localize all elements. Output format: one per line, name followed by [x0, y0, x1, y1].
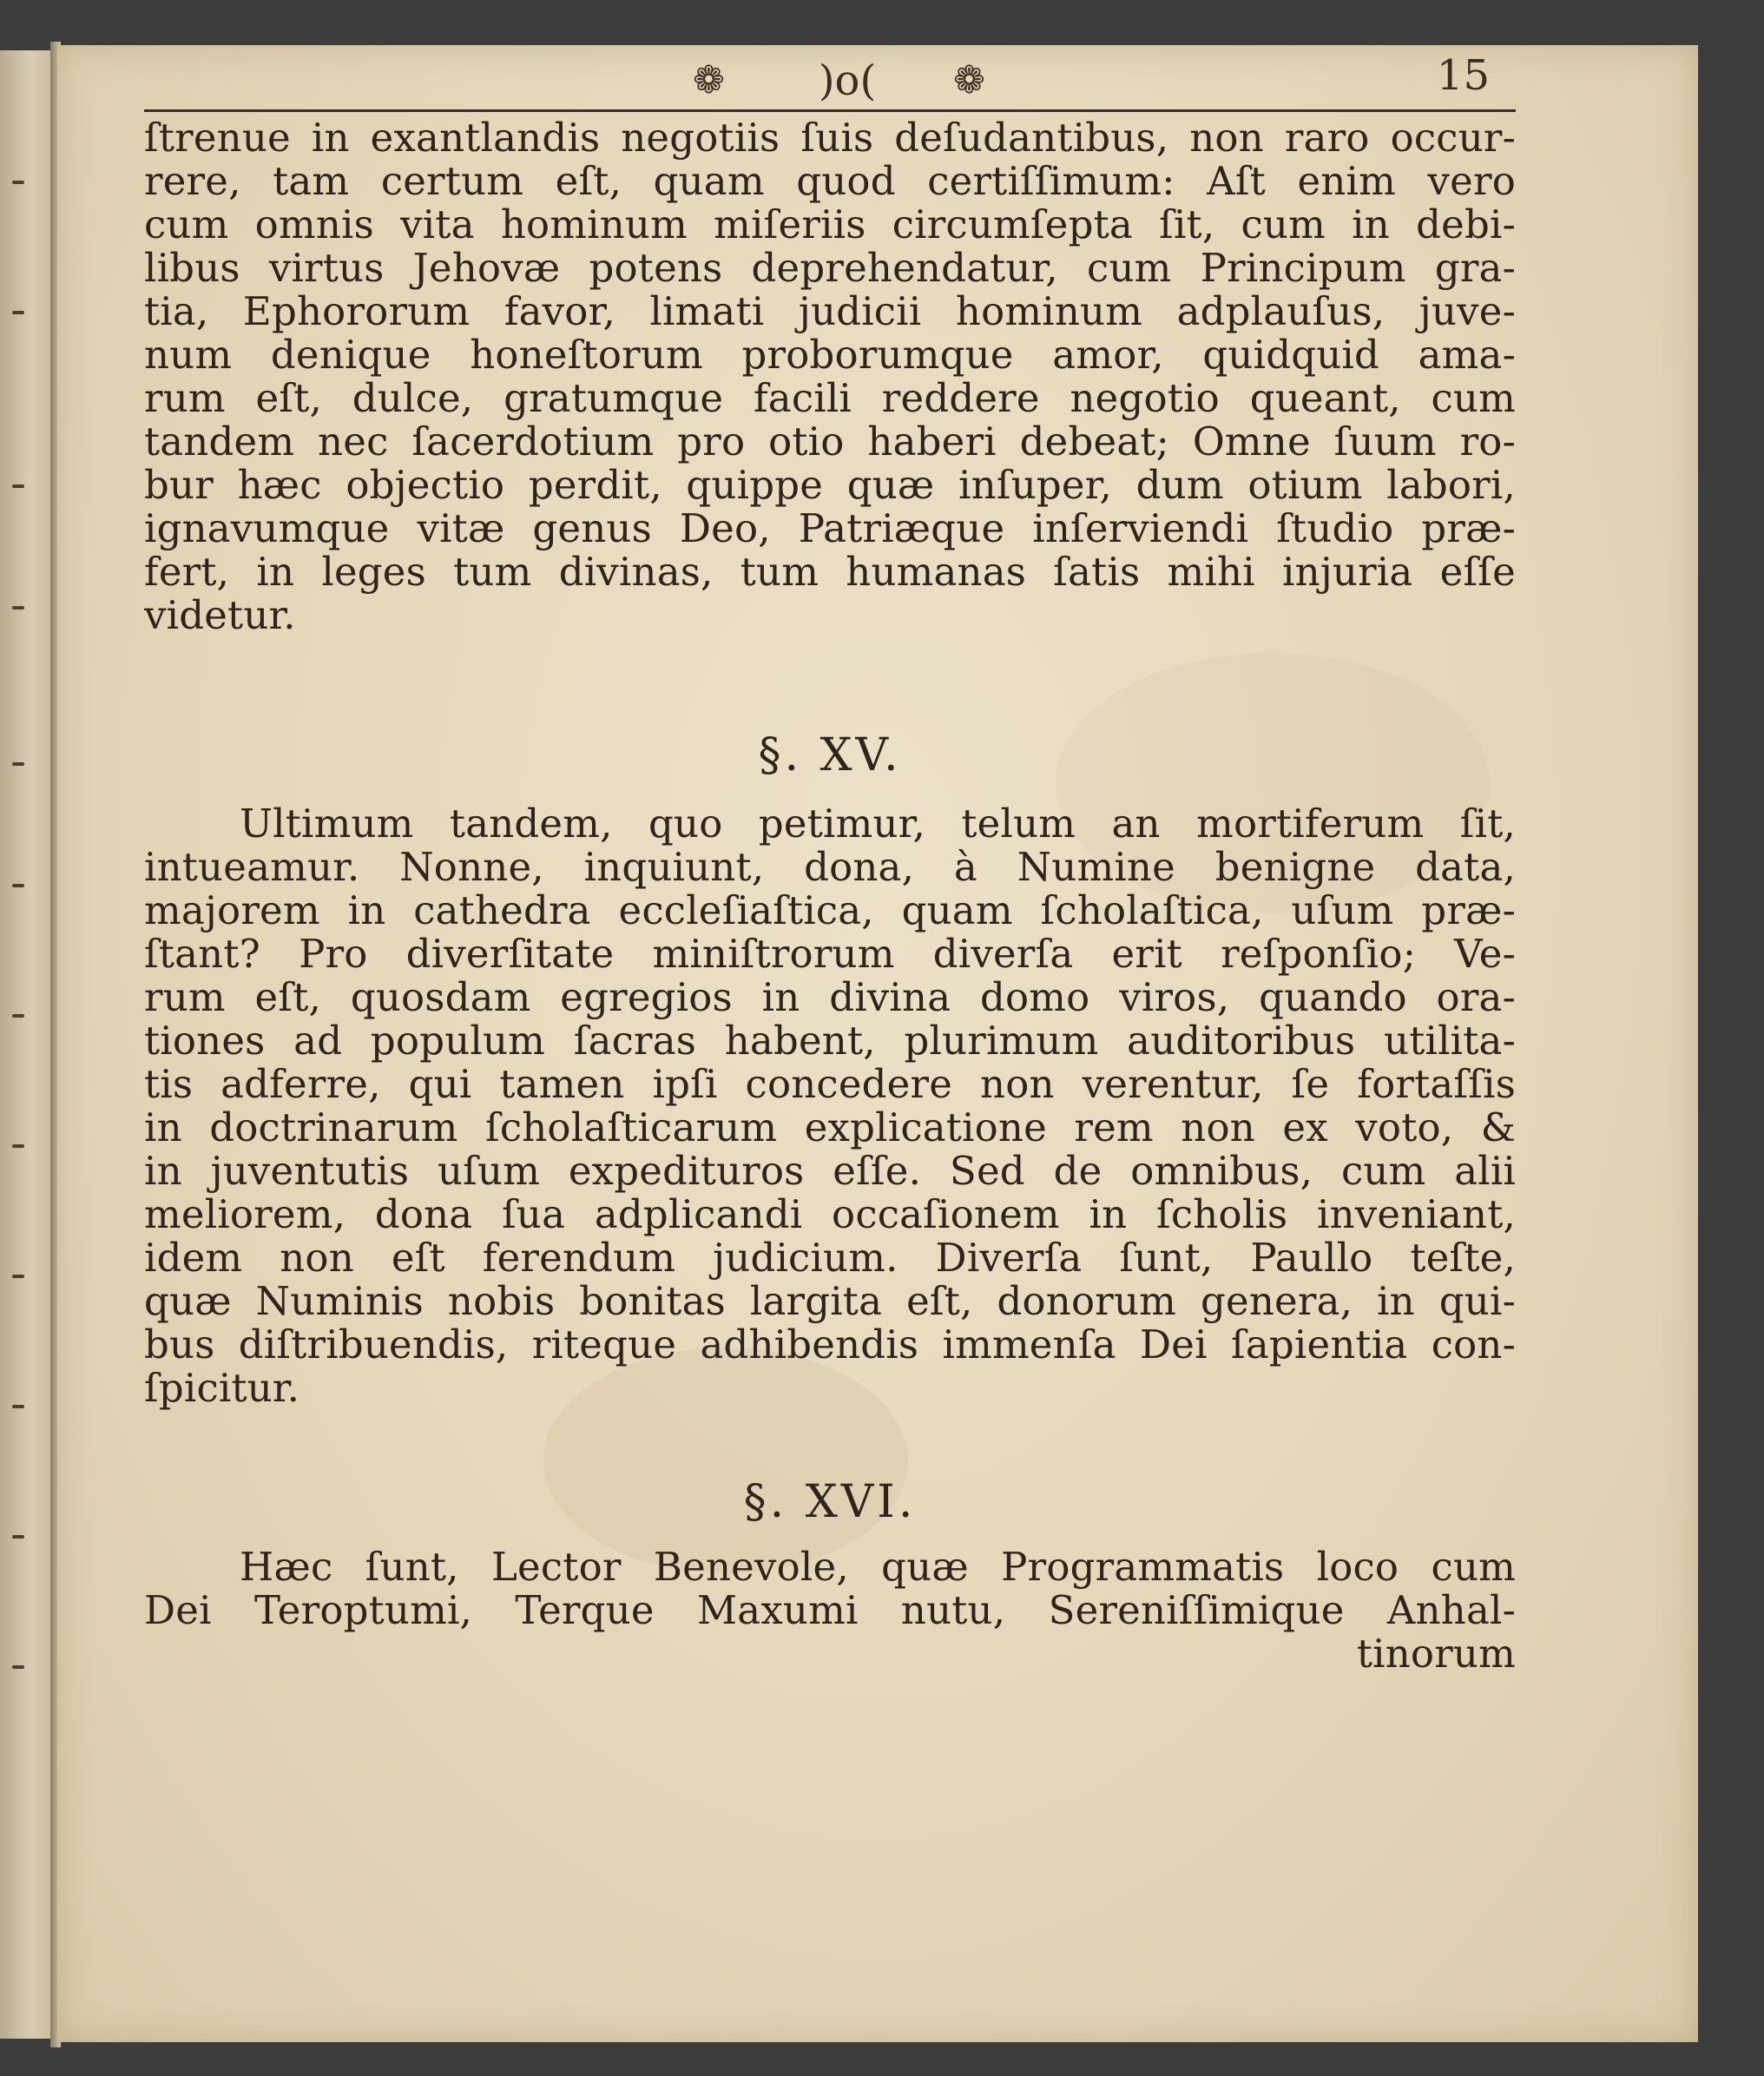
- facing-page-letter-mark: [12, 1014, 24, 1018]
- section-xv-text: [144, 802, 1516, 1410]
- text-line: rum eſt, quosdam egregios in divina domo viros, quando ora-: [144, 976, 1516, 1019]
- section-heading-xv: §. XV.: [758, 729, 902, 781]
- text-line: tiones ad populum ſacras habent, plurimum auditoribus utilita-: [144, 1019, 1516, 1063]
- text-line: in juventutis uſum expedituros eſſe. Sed de omnibus, cum alii: [144, 1150, 1516, 1193]
- facing-page-letter-mark: [12, 762, 24, 766]
- facing-page-letter-mark: [12, 1535, 24, 1539]
- text-line: fert, in leges tum divinas, tum humanas ſatis mihi injuria eſſe: [144, 550, 1516, 594]
- facing-page-letter-mark: [12, 1144, 24, 1148]
- facing-page-letter-mark: [12, 311, 24, 314]
- text-line: ſtrenue in exantlandis negotiis ſuis deſudantibus, non raro occur-: [144, 116, 1516, 160]
- text-line: bur hæc objectio perdit, quippe quæ inſuper, dum otium labori,: [144, 464, 1516, 507]
- section-heading-xvi: §. XVI.: [743, 1476, 917, 1528]
- text-line: tia, Ephororum favor, limati judicii hominum adplauſus, juve-: [144, 290, 1516, 333]
- header-divider: )o(: [818, 56, 877, 105]
- text-line: rere, tam certum eſt, quam quod certiſſimum: Aſt enim vero: [144, 160, 1516, 203]
- book-page: [57, 45, 1698, 2042]
- running-header: [144, 52, 1524, 122]
- facing-page-letter-mark: [12, 606, 24, 610]
- text-line: meliorem, dona ſua adplicandi occaſionem in ſcholis inveniant,: [144, 1193, 1516, 1236]
- text-line: intueamur. Nonne, inquiunt, dona, à Numine benigne data,: [144, 846, 1516, 889]
- text-line: tandem nec ſacerdotium pro otio haberi debeat; Omne ſuum ro-: [144, 420, 1516, 464]
- paragraph-continued: [144, 116, 1516, 637]
- facing-page-letter-mark: [12, 1275, 24, 1278]
- text-line: ſpicitur.: [144, 1367, 300, 1410]
- text-line: videtur.: [144, 594, 296, 637]
- section-xvi-text: [144, 1545, 1516, 1676]
- text-line: tis adferre, qui tamen ipſi concedere non verentur, ſe fortaſſis: [144, 1063, 1516, 1106]
- text-line: majorem in cathedra eccleſiaſtica, quam ſcholaſtica, uſum præ-: [144, 889, 1516, 933]
- facing-page-letter-mark: [12, 1405, 24, 1408]
- page-number: 15: [1436, 51, 1490, 100]
- text-line: rum eſt, dulce, gratumque facili reddere negotio queant, cum: [144, 377, 1516, 420]
- facing-page-letter-mark: [12, 1665, 24, 1669]
- catchword: tinorum: [1356, 1632, 1516, 1676]
- facing-page-letter-mark: [12, 884, 24, 887]
- text-line: idem non eſt ferendum judicium. Diverſa ſunt, Paullo teſte,: [144, 1236, 1516, 1280]
- text-line: libus virtus Jehovæ potens deprehendatur, cum Principum gra-: [144, 247, 1516, 290]
- text-line: ignavumque vitæ genus Deo, Patriæque inſerviendi ſtudio præ-: [144, 507, 1516, 550]
- text-line: bus diſtribuendis, riteque adhibendis immenſa Dei ſapientia con-: [144, 1323, 1516, 1367]
- header-rule: [144, 109, 1516, 112]
- text-line: num denique honeſtorum proborumque amor, quidquid ama-: [144, 333, 1516, 377]
- text-line: Hæc ſunt, Lector Benevole, quæ Programmatis loco cum: [240, 1545, 1516, 1589]
- text-line: Dei Teroptumi, Terque Maxumi nutu, Sereniſſimique Anhal-: [144, 1589, 1516, 1632]
- text-line: quæ Numinis nobis bonitas largita eſt, donorum genera, in qui-: [144, 1280, 1516, 1323]
- text-line: ſtant? Pro diverſitate miniſtrorum diverſa erit reſponſio; Ve-: [144, 933, 1516, 976]
- flower-ornament-icon: ❁: [693, 58, 725, 102]
- facing-page-letter-mark: [12, 484, 24, 488]
- facing-page-letter-mark: [12, 181, 24, 184]
- facing-page-edge: [0, 50, 54, 2039]
- text-line: cum omnis vita hominum miſeriis circumſepta ſit, cum in debi-: [144, 203, 1516, 247]
- text-line: in doctrinarum ſcholaſticarum explicatione rem non ex voto, &: [144, 1106, 1516, 1150]
- flower-ornament-icon: ❁: [953, 58, 985, 102]
- text-line: Ultimum tandem, quo petimur, telum an mortiferum ſit,: [240, 802, 1516, 846]
